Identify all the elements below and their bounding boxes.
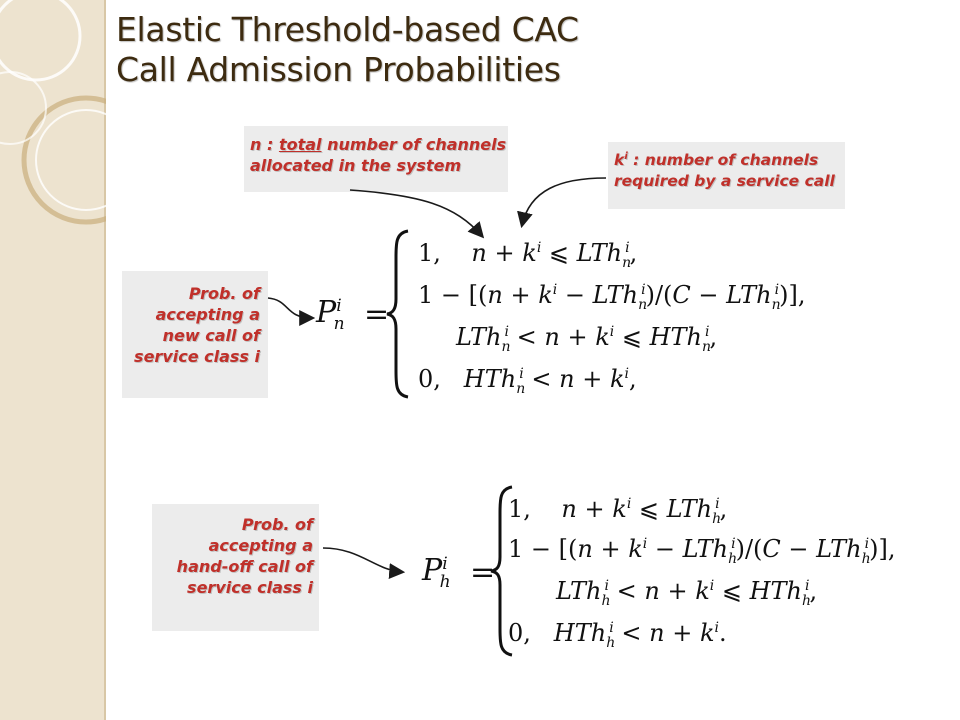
arrow-hand-to-ph	[323, 548, 402, 572]
arrow-k-to-formula	[522, 178, 606, 225]
formula-hand-row-4: 0, $HTh_h^i < n + k^i$.	[508, 619, 727, 651]
formula-hand-row-3: $LTh_h^i < n + k^i$ ⩽ HTh$_h^i$,	[556, 577, 818, 609]
formula-new-row-4: 0, $HTh_n^i < n + k^i$,	[418, 365, 637, 397]
formula-new-row-2: $1 - [(n + k^i - LTh_n^i)/(C - LTh_n^i)]$,	[418, 281, 806, 313]
title-line-1: Elastic Threshold-based CAC	[116, 10, 579, 49]
note-hand-line-1: Prob. of	[241, 515, 313, 534]
formula-new-row-1: 1, $n + k^i$ ⩽ LTh$_n^i$,	[418, 239, 638, 271]
formula-hand-row-2: $1 - [(n + k^i - LTh_h^i)/(C - LTh_h^i)]$,	[508, 535, 896, 567]
note-hand-line-3: hand-off call of	[176, 557, 313, 576]
formula-new-lhs: $P^i_n$	[316, 295, 345, 334]
formula-new-call	[300, 225, 820, 405]
formula-new-row-3: $LTh_n^i < n + k^i$ ⩽ HTh$_n^i$,	[456, 323, 718, 355]
note-new-line-2: accepting a	[155, 305, 260, 324]
note-hand-line-2: accepting a	[208, 536, 313, 555]
formula-handoff-call	[418, 485, 918, 660]
note-new-line-4: service class i	[134, 347, 260, 366]
formula-new-brace	[384, 229, 414, 399]
formula-hand-equals: =	[470, 555, 496, 590]
note-k-rest: : number of channels required by a service call	[614, 151, 835, 190]
formula-new-equals: =	[364, 297, 390, 332]
note-new-line-3: new call of	[162, 326, 260, 345]
note-hand-line-4: service class i	[187, 578, 313, 597]
formula-hand-row-1: 1, $n + k^i$ ⩽ LTh$_h^i$,	[508, 495, 728, 527]
note-k-sup: i	[624, 150, 628, 162]
title-line-2: Call Admission Probabilities	[116, 50, 561, 89]
formula-hand-lhs: $P^i_h$	[422, 553, 451, 592]
note-n-prefix: n :	[250, 135, 279, 154]
note-k-var: k	[614, 151, 625, 169]
note-new-line-1: Prob. of	[188, 284, 260, 303]
note-n-underlined: total	[278, 135, 322, 154]
note-n-rest: number of channels allocated in the system	[250, 135, 507, 175]
